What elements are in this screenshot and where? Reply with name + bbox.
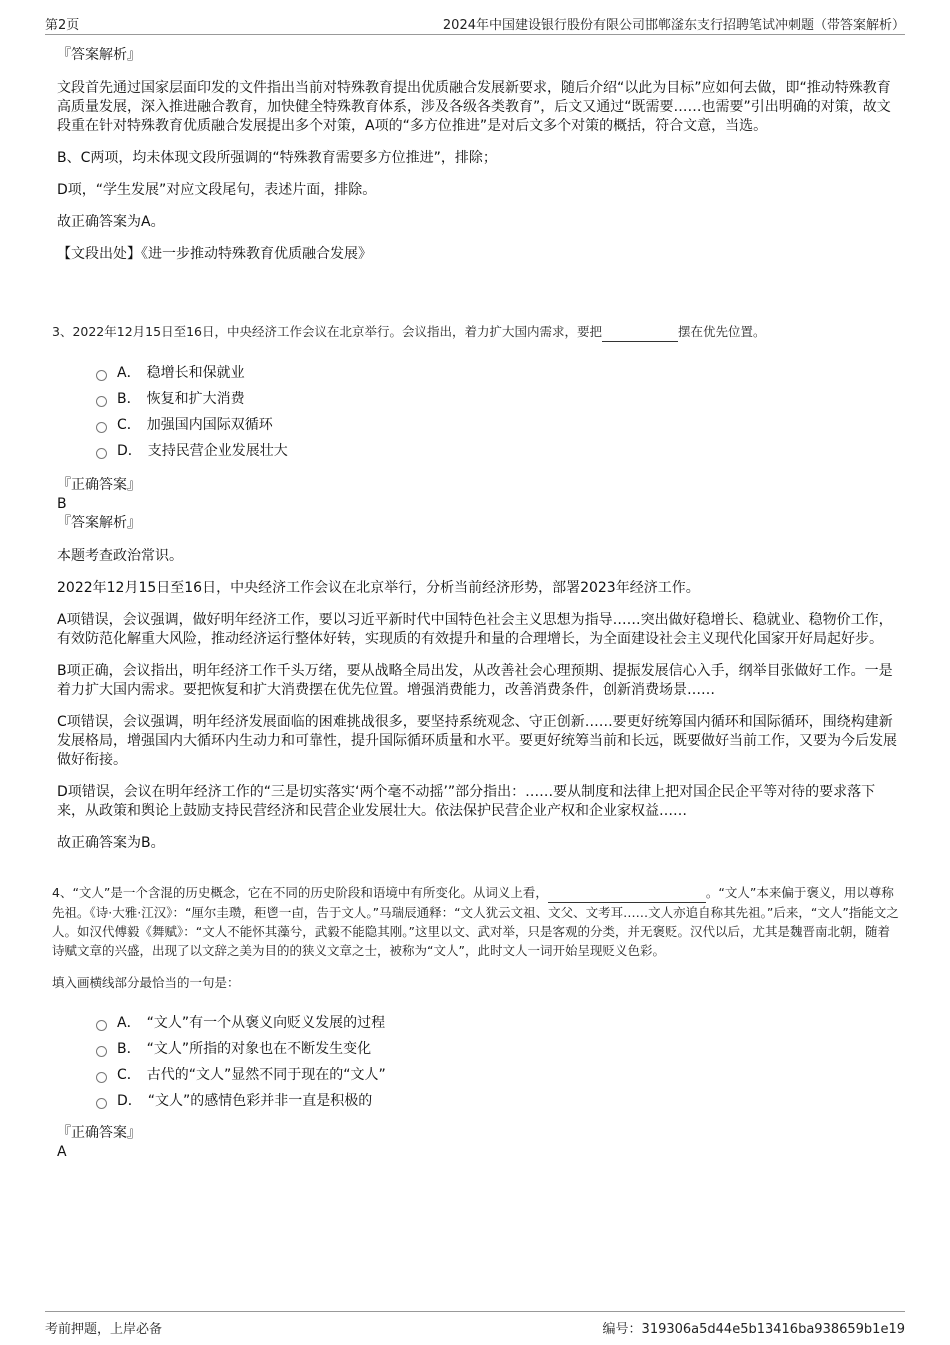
page-number: 第2页 [45,18,80,33]
question-4 [52,883,902,1162]
radio-icon[interactable] [96,396,107,407]
fill-blank [548,883,706,903]
analysis-conclusion: 故正确答案为A。 [57,214,165,230]
source-note: 【文段出处】《进一步推动特殊教育优质融合发展》 [57,246,372,262]
analysis-paragraph: 2022年12月15日至16日，中央经济工作会议在北京举行，分析当前经济形势，部署2023年经济工作。 [57,580,700,596]
question-prompt: 填入画横线部分最恰当的一句是： [52,975,240,990]
question-stem: 4、“文人”是一个含混的历史概念，它在不同的历史阶段和语境中有所变化。从词义上看， 。“文人”本来偏于褒义，用以尊称先祖。《诗·大雅·江汉》：“厘尔圭瓒，秬鬯一卣，告于文人。”马瑞辰通释：“文人犹云文祖、文父、文考耳……文人亦追自称其先祖。”后来，“文人”指能文之人。如汉代傅毅《舞赋》：“文人不能怀其藻兮，武毅不能隐其刚。”这里以文、武对举，只是客观的分类，并无褒贬。汉代以后，尤其是魏晋南北朝，随着诗赋文章的兴盛，出现了以文辞之美为目的的狭义文章之士，被称为“文人”，此时文人一词开始呈现贬义色彩。 [52,885,899,958]
radio-icon[interactable] [96,1046,107,1057]
option-c[interactable]: C． 古代的“文人”显然不同于现在的“文人” [96,1062,902,1088]
radio-icon[interactable] [96,1098,107,1109]
analysis-conclusion: 故正确答案为B。 [57,835,165,851]
page-footer [45,1311,905,1340]
option-list [96,1010,902,1114]
analysis-paragraph: 本题考查政治常识。 [57,548,183,564]
radio-icon[interactable] [96,1072,107,1083]
option-c[interactable]: C． 加强国内国际双循环 [96,412,902,438]
option-a[interactable]: A． 稳增长和保就业 [96,360,902,386]
analysis-label: 『答案解析』 [57,515,141,531]
document-id: 编号：319306a5d44e5b13416ba938659b1e19 [602,1322,905,1337]
question-3 [52,322,902,853]
analysis-label: 『答案解析』 [57,47,141,63]
option-a[interactable]: A． “文人”有一个从褒义向贬义发展的过程 [96,1010,902,1036]
answer-label: 『正确答案』 [57,477,141,493]
analysis-paragraph: C项错误，会议强调，明年经济发展面临的困难挑战很多，要坚持系统观念、守正创新……要更好统筹国内循环和国际循环，围绕构建新发展格局，增强国内大循环内生动力和可靠性，提升国际循环质量和水平。要更好统筹当前和长远，既要做好当前工作，又要为今后发展做好衔接。 [57,714,897,768]
analysis-paragraph: B、C两项，均未体现文段所强调的“特殊教育需要多方位推进”，排除； [57,150,497,166]
fill-blank [602,322,678,342]
option-d[interactable]: D． 支持民营企业发展壮大 [96,438,902,464]
answer-label: 『正确答案』 [57,1125,141,1141]
analysis-paragraph: 文段首先通过国家层面印发的文件指出当前对特殊教育提出优质融合发展新要求，随后介绍“以此为目标”应如何去做，即“推动特殊教育高质量发展，深入推进融合教育，加快健全特殊教育体系，涉及各级各类教育”，后文又通过“既需要……也需要”引出明确的对策，故文段重在针对特殊教育优质融合发展提出多个对策，A项的“多方位推进”是对后文多个对策的概括，符合文意，当选。 [57,80,891,134]
footer-slogan: 考前押题，上岸必备 [45,1322,163,1337]
option-d[interactable]: D． “文人”的感情色彩并非一直是积极的 [96,1088,902,1114]
answer-value: B [57,496,67,512]
radio-icon[interactable] [96,1020,107,1031]
analysis-paragraph: B项正确，会议指出，明年经济工作千头万绪，要从战略全局出发，从改善社会心理预期、提振发展信心入手，纲举目张做好工作。一是着力扩大国内需求。要把恢复和扩大消费摆在优先位置。增强消费能力，改善消费条件，创新消费场景…… [57,663,893,698]
q2-analysis-section [57,46,897,264]
question-stem: 3、2022年12月15日至16日，中央经济工作会议在北京举行。会议指出，着力扩大国内需求，要把 摆在优先位置。 [52,322,902,342]
page-header [45,14,905,35]
option-b[interactable]: B． 恢复和扩大消费 [96,386,902,412]
option-b[interactable]: B． “文人”所指的对象也在不断发生变化 [96,1036,902,1062]
document-title: 2024年中国建设银行股份有限公司邯郸滏东支行招聘笔试冲刺题（带答案解析） [442,18,905,33]
analysis-paragraph: D项错误，会议在明年经济工作的“三是切实落实‘两个毫不动摇’”部分指出：……要从制度和法律上把对国企民企平等对待的要求落下来，从政策和舆论上鼓励支持民营经济和民营企业发展壮大。依法保护民营企业产权和企业家权益…… [57,784,876,819]
answer-value: A [57,1144,67,1160]
option-list [96,360,902,464]
analysis-paragraph: D项，“学生发展”对应文段尾句，表述片面，排除。 [57,182,377,198]
radio-icon[interactable] [96,448,107,459]
radio-icon[interactable] [96,370,107,381]
radio-icon[interactable] [96,422,107,433]
analysis-paragraph: A项错误，会议强调，做好明年经济工作，要以习近平新时代中国特色社会主义思想为指导……突出做好稳增长、稳就业、稳物价工作，有效防范化解重大风险，推动经济运行整体好转，实现质的有效提升和量的合理增长，为全面建设社会主义现代化国家开好局起好步。 [57,612,893,647]
